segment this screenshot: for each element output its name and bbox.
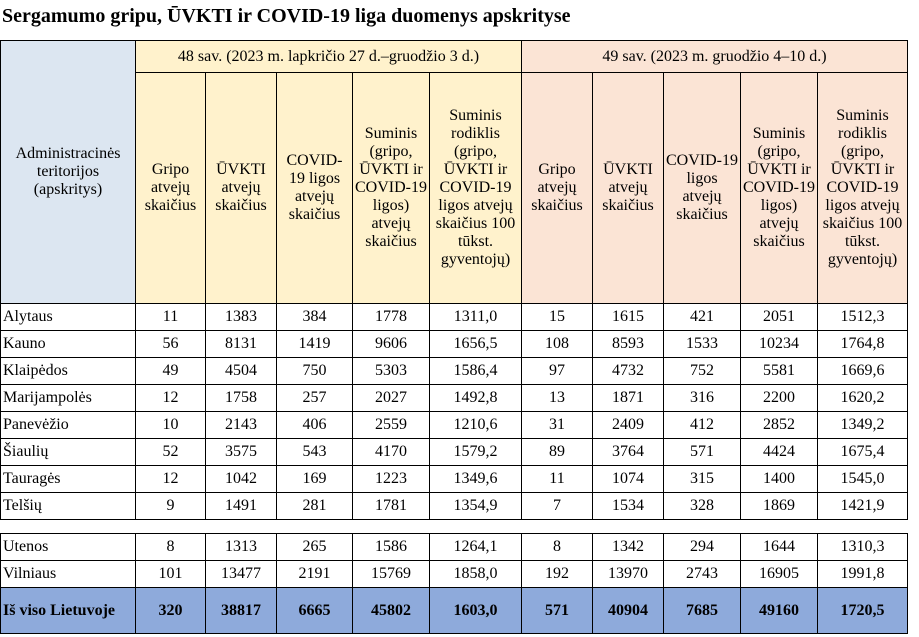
w48-value-cell: 1419 bbox=[277, 331, 353, 358]
w49-value-cell: 7 bbox=[522, 493, 593, 520]
w48-value-cell: 1586,4 bbox=[430, 358, 522, 385]
w48-value-cell: 2191 bbox=[277, 561, 353, 588]
spacer-cell bbox=[522, 520, 593, 534]
w49-value-cell: 4732 bbox=[593, 358, 664, 385]
spacer-cell bbox=[277, 520, 353, 534]
w48-value-cell: 1586 bbox=[353, 534, 430, 561]
w49-value-cell: 1615 bbox=[593, 304, 664, 331]
w49-value-cell: 4424 bbox=[741, 439, 818, 466]
w48-value-cell: 12 bbox=[136, 385, 206, 412]
header-w49-covid: COVID-19 ligos atvejų skaičius bbox=[664, 73, 741, 304]
w49-value-cell: 571 bbox=[664, 439, 741, 466]
w49-value-cell: 89 bbox=[522, 439, 593, 466]
table-row bbox=[1, 439, 908, 466]
table-spacer-row bbox=[1, 520, 908, 534]
w49-value-cell: 8 bbox=[522, 534, 593, 561]
spacer-cell bbox=[1, 520, 136, 534]
spacer-cell bbox=[430, 520, 522, 534]
table-row bbox=[1, 534, 908, 561]
w49-value-cell: 1675,4 bbox=[818, 439, 908, 466]
w49-value-cell: 1669,6 bbox=[818, 358, 908, 385]
spacer-cell bbox=[206, 520, 277, 534]
table-row bbox=[1, 493, 908, 520]
total-w48-value-cell: 38817 bbox=[206, 588, 277, 634]
w49-value-cell: 97 bbox=[522, 358, 593, 385]
total-label: Iš viso Lietuvoje bbox=[1, 588, 136, 634]
header-w48-sum: Suminis (gripo, ŪVKTI ir COVID-19 ligos) atvejų skaičius bbox=[353, 73, 430, 304]
w48-value-cell: 1354,9 bbox=[430, 493, 522, 520]
header-row-weeks bbox=[1, 41, 908, 73]
w48-value-cell: 1579,2 bbox=[430, 439, 522, 466]
w48-value-cell: 4170 bbox=[353, 439, 430, 466]
w48-value-cell: 56 bbox=[136, 331, 206, 358]
header-week49: 49 sav. (2023 m. gruodžio 4–10 d.) bbox=[522, 41, 908, 73]
region-cell: Utenos bbox=[1, 534, 136, 561]
w48-value-cell: 2143 bbox=[206, 412, 277, 439]
w49-value-cell: 294 bbox=[664, 534, 741, 561]
header-week48: 48 sav. (2023 m. lapkričio 27 d.–gruodžio 3 d.) bbox=[136, 41, 522, 73]
spacer-cell bbox=[664, 520, 741, 534]
w48-value-cell: 1781 bbox=[353, 493, 430, 520]
w48-value-cell: 1210,6 bbox=[430, 412, 522, 439]
spacer-cell bbox=[353, 520, 430, 534]
w49-value-cell: 315 bbox=[664, 466, 741, 493]
w49-value-cell: 2409 bbox=[593, 412, 664, 439]
w49-value-cell: 5581 bbox=[741, 358, 818, 385]
total-w48-value-cell: 320 bbox=[136, 588, 206, 634]
table-row bbox=[1, 358, 908, 385]
spacer-cell bbox=[136, 520, 206, 534]
w49-value-cell: 13 bbox=[522, 385, 593, 412]
w48-value-cell: 1778 bbox=[353, 304, 430, 331]
w48-value-cell: 1656,5 bbox=[430, 331, 522, 358]
w49-value-cell: 1349,2 bbox=[818, 412, 908, 439]
w49-value-cell: 1871 bbox=[593, 385, 664, 412]
header-w48-covid: COVID-19 ligos atvejų skaičius bbox=[277, 73, 353, 304]
w48-value-cell: 543 bbox=[277, 439, 353, 466]
total-w48-value-cell: 6665 bbox=[277, 588, 353, 634]
region-cell: Klaipėdos bbox=[1, 358, 136, 385]
w49-value-cell: 31 bbox=[522, 412, 593, 439]
w48-value-cell: 4504 bbox=[206, 358, 277, 385]
spacer-cell bbox=[741, 520, 818, 534]
w48-value-cell: 750 bbox=[277, 358, 353, 385]
w48-value-cell: 1383 bbox=[206, 304, 277, 331]
w49-value-cell: 1342 bbox=[593, 534, 664, 561]
w49-value-cell: 412 bbox=[664, 412, 741, 439]
region-cell: Šiaulių bbox=[1, 439, 136, 466]
table-row bbox=[1, 561, 908, 588]
header-w48-flu: Gripo atvejų skaičius bbox=[136, 73, 206, 304]
table-row bbox=[1, 412, 908, 439]
w49-value-cell: 1869 bbox=[741, 493, 818, 520]
header-w49-sum: Suminis (gripo, ŪVKTI ir COVID-19 ligos) atvejų skaičius bbox=[741, 73, 818, 304]
w48-value-cell: 49 bbox=[136, 358, 206, 385]
w49-value-cell: 1074 bbox=[593, 466, 664, 493]
w49-value-cell: 1512,3 bbox=[818, 304, 908, 331]
table-row bbox=[1, 331, 908, 358]
spacer-cell bbox=[593, 520, 664, 534]
w49-value-cell: 2743 bbox=[664, 561, 741, 588]
region-cell: Telšių bbox=[1, 493, 136, 520]
w49-value-cell: 2200 bbox=[741, 385, 818, 412]
total-row bbox=[1, 588, 908, 634]
w49-value-cell: 1533 bbox=[664, 331, 741, 358]
w48-value-cell: 1313 bbox=[206, 534, 277, 561]
w48-value-cell: 101 bbox=[136, 561, 206, 588]
table-row bbox=[1, 385, 908, 412]
w49-value-cell: 1421,9 bbox=[818, 493, 908, 520]
w48-value-cell: 1264,1 bbox=[430, 534, 522, 561]
w49-value-cell: 8593 bbox=[593, 331, 664, 358]
w49-value-cell: 328 bbox=[664, 493, 741, 520]
w48-value-cell: 9 bbox=[136, 493, 206, 520]
w48-value-cell: 1491 bbox=[206, 493, 277, 520]
w48-value-cell: 384 bbox=[277, 304, 353, 331]
w49-value-cell: 316 bbox=[664, 385, 741, 412]
w49-value-cell: 1400 bbox=[741, 466, 818, 493]
w48-value-cell: 12 bbox=[136, 466, 206, 493]
w48-value-cell: 52 bbox=[136, 439, 206, 466]
region-cell: Kauno bbox=[1, 331, 136, 358]
region-cell: Vilniaus bbox=[1, 561, 136, 588]
w48-value-cell: 1311,0 bbox=[430, 304, 522, 331]
w49-value-cell: 3764 bbox=[593, 439, 664, 466]
w49-value-cell: 192 bbox=[522, 561, 593, 588]
region-cell: Panevėžio bbox=[1, 412, 136, 439]
total-w49-value-cell: 49160 bbox=[741, 588, 818, 634]
w48-value-cell: 1349,6 bbox=[430, 466, 522, 493]
w48-value-cell: 257 bbox=[277, 385, 353, 412]
region-cell: Tauragės bbox=[1, 466, 136, 493]
w48-value-cell: 1492,8 bbox=[430, 385, 522, 412]
w49-value-cell: 2852 bbox=[741, 412, 818, 439]
w48-value-cell: 2027 bbox=[353, 385, 430, 412]
w49-value-cell: 2051 bbox=[741, 304, 818, 331]
w48-value-cell: 2559 bbox=[353, 412, 430, 439]
header-w49-flu: Gripo atvejų skaičius bbox=[522, 73, 593, 304]
total-w48-value-cell: 45802 bbox=[353, 588, 430, 634]
total-w49-value-cell: 40904 bbox=[593, 588, 664, 634]
w48-value-cell: 5303 bbox=[353, 358, 430, 385]
w48-value-cell: 265 bbox=[277, 534, 353, 561]
w49-value-cell: 16905 bbox=[741, 561, 818, 588]
w49-value-cell: 1764,8 bbox=[818, 331, 908, 358]
total-w49-value-cell: 1720,5 bbox=[818, 588, 908, 634]
w48-value-cell: 1758 bbox=[206, 385, 277, 412]
w49-value-cell: 13970 bbox=[593, 561, 664, 588]
w49-value-cell: 421 bbox=[664, 304, 741, 331]
w48-value-cell: 3575 bbox=[206, 439, 277, 466]
w48-value-cell: 1858,0 bbox=[430, 561, 522, 588]
w48-value-cell: 1223 bbox=[353, 466, 430, 493]
w48-value-cell: 13477 bbox=[206, 561, 277, 588]
header-w49-rate: Suminis rodiklis (gripo, ŪVKTI ir COVID-19 ligos atvejų skaičius 100 tūkst. gyventojų) bbox=[818, 73, 908, 304]
w48-value-cell: 15769 bbox=[353, 561, 430, 588]
region-cell: Alytaus bbox=[1, 304, 136, 331]
w48-value-cell: 9606 bbox=[353, 331, 430, 358]
w49-value-cell: 11 bbox=[522, 466, 593, 493]
w49-value-cell: 108 bbox=[522, 331, 593, 358]
total-w49-value-cell: 571 bbox=[522, 588, 593, 634]
table-row bbox=[1, 466, 908, 493]
spacer-cell bbox=[818, 520, 908, 534]
w48-value-cell: 11 bbox=[136, 304, 206, 331]
w48-value-cell: 406 bbox=[277, 412, 353, 439]
w48-value-cell: 281 bbox=[277, 493, 353, 520]
w48-value-cell: 169 bbox=[277, 466, 353, 493]
w48-value-cell: 8131 bbox=[206, 331, 277, 358]
w49-value-cell: 1534 bbox=[593, 493, 664, 520]
w48-value-cell: 10 bbox=[136, 412, 206, 439]
w48-value-cell: 1042 bbox=[206, 466, 277, 493]
w48-value-cell: 8 bbox=[136, 534, 206, 561]
w49-value-cell: 752 bbox=[664, 358, 741, 385]
w49-value-cell: 15 bbox=[522, 304, 593, 331]
region-cell: Marijampolės bbox=[1, 385, 136, 412]
table-row bbox=[1, 304, 908, 331]
header-w48-ari: ŪVKTI atvejų skaičius bbox=[206, 73, 277, 304]
header-w48-rate: Suminis rodiklis (gripo, ŪVKTI ir COVID-19 ligos atvejų skaičius 100 tūkst. gyventojų) bbox=[430, 73, 522, 304]
incidence-table bbox=[0, 40, 908, 634]
page-title: Sergamumo gripu, ŪVKTI ir COVID-19 liga duomenys apskrityse bbox=[2, 5, 571, 27]
w49-value-cell: 1620,2 bbox=[818, 385, 908, 412]
w49-value-cell: 10234 bbox=[741, 331, 818, 358]
w49-value-cell: 1644 bbox=[741, 534, 818, 561]
total-w48-value-cell: 1603,0 bbox=[430, 588, 522, 634]
header-admin: Administracinės teritorijos (apskritys) bbox=[1, 41, 136, 304]
total-w49-value-cell: 7685 bbox=[664, 588, 741, 634]
header-row-columns bbox=[1, 73, 908, 304]
header-w49-ari: ŪVKTI atvejų skaičius bbox=[593, 73, 664, 304]
w49-value-cell: 1310,3 bbox=[818, 534, 908, 561]
w49-value-cell: 1991,8 bbox=[818, 561, 908, 588]
w49-value-cell: 1545,0 bbox=[818, 466, 908, 493]
